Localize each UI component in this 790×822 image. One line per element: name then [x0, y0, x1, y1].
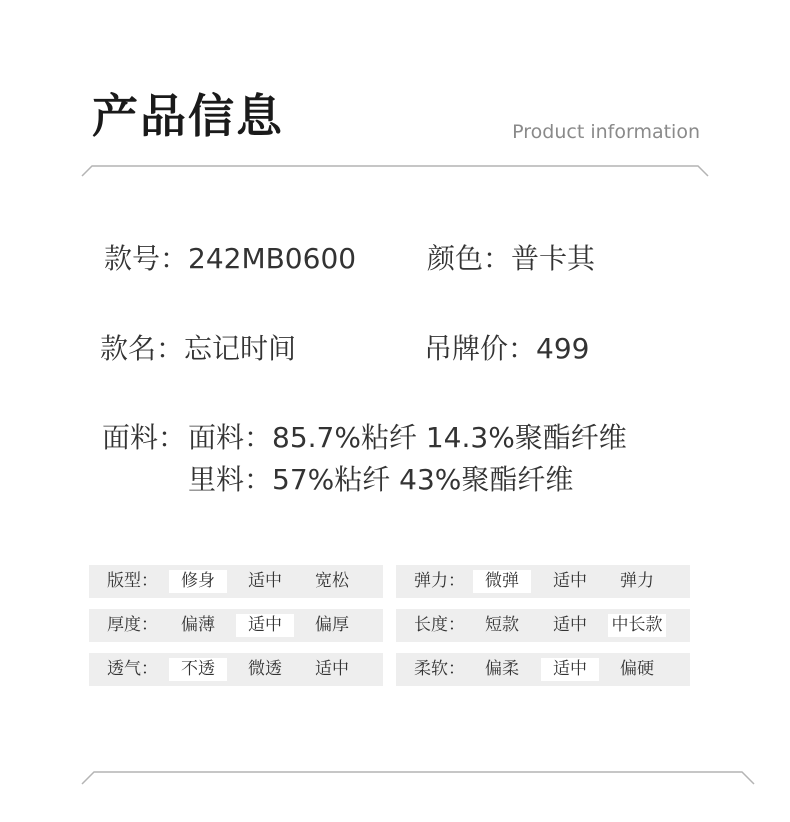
attribute-label: 透气：: [107, 659, 158, 679]
style-number: 款号：242MB0600: [104, 242, 357, 275]
attribute-row: [396, 565, 690, 598]
attribute-option-selected: 不透: [169, 658, 227, 681]
attribute-label: 版型：: [107, 571, 158, 591]
tag-price: 吊牌价：499: [424, 332, 590, 365]
page-title: 产品信息: [92, 89, 284, 143]
attribute-option-selected: 中长款: [608, 614, 666, 637]
attribute-option: 适中: [553, 615, 587, 635]
attribute-option: 偏厚: [315, 615, 349, 635]
attribute-option: 适中: [315, 659, 349, 679]
attribute-label: 弹力：: [414, 571, 465, 591]
fabric-lining: 里料：57%粘纤 43%聚酯纤维: [188, 463, 574, 496]
fabric-label: 面料：: [102, 421, 187, 454]
attribute-row: [89, 653, 383, 686]
attribute-option-selected: 修身: [169, 570, 227, 593]
attribute-row: [89, 609, 383, 642]
top-divider: [0, 158, 790, 178]
attribute-label: 柔软：: [414, 659, 465, 679]
color-value: 颜色：普卡其: [427, 242, 596, 275]
style-name: 款名：忘记时间: [100, 332, 297, 365]
attribute-option: 偏硬: [620, 659, 654, 679]
attribute-option: 适中: [553, 571, 587, 591]
bottom-divider: [0, 764, 790, 784]
attribute-label: 长度：: [414, 615, 465, 635]
attribute-option: 短款: [485, 615, 519, 635]
attribute-option-selected: 适中: [236, 614, 294, 637]
attribute-option: 偏薄: [181, 615, 215, 635]
page-subtitle: Product information: [512, 121, 700, 143]
attribute-row: [89, 565, 383, 598]
attribute-option-selected: 微弹: [473, 570, 531, 593]
attribute-option: 宽松: [315, 571, 349, 591]
attribute-option: 偏柔: [485, 659, 519, 679]
attribute-option-selected: 适中: [541, 658, 599, 681]
attribute-row: [396, 609, 690, 642]
attribute-option: 微透: [248, 659, 282, 679]
attribute-row: [396, 653, 690, 686]
attribute-option: 适中: [248, 571, 282, 591]
attribute-option: 弹力: [620, 571, 654, 591]
attribute-label: 厚度：: [107, 615, 158, 635]
fabric-outer: 面料：85.7%粘纤 14.3%聚酯纤维: [188, 421, 627, 454]
